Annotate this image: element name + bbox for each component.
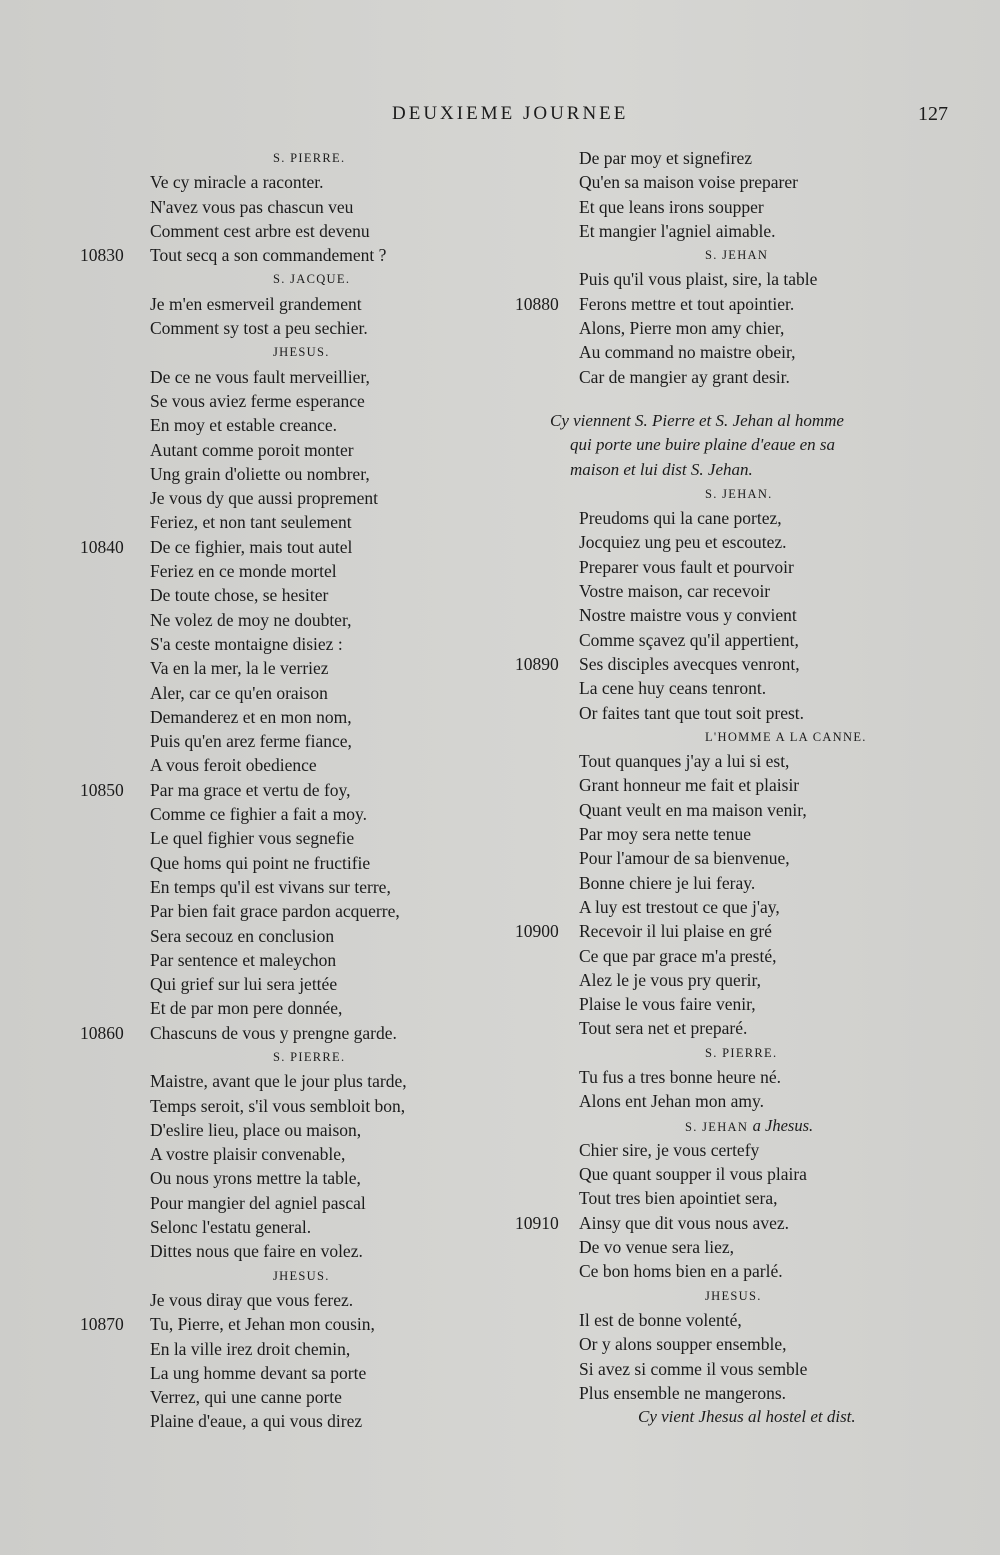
verse-line (515, 628, 935, 652)
verse-line (515, 219, 935, 243)
section-spacer (515, 389, 935, 409)
verse-text: Le quel fighier vous segnefie (150, 828, 355, 849)
verse-line (80, 170, 470, 194)
verse-text: Se vous aviez ferme esperance (150, 390, 365, 411)
verse-line (80, 1337, 470, 1361)
verse-text: Alons ent Jehan mon amy. (579, 1091, 765, 1112)
verse-line (515, 603, 935, 627)
speaker-heading (80, 1045, 470, 1069)
verse-text: D'eslire lieu, place ou maison, (150, 1119, 362, 1140)
verse-text: Il est de bonne volenté, (579, 1309, 742, 1330)
verse-text: Car de mangier ay grant desir. (579, 366, 790, 387)
verse-line (515, 267, 935, 291)
verse-line (80, 1385, 470, 1409)
verse-line (515, 1186, 935, 1210)
verse-line (515, 895, 935, 919)
speaker-name: S. PIERRE. (273, 1049, 346, 1064)
verse-text: De ce ne vous fault merveillier, (150, 366, 370, 387)
verse-text: Et que leans irons soupper (579, 196, 764, 217)
verse-line (80, 462, 470, 486)
verse-line (515, 968, 935, 992)
verse-text: Comment cest arbre est devenu (150, 220, 370, 241)
verse-text: Quant veult en ma maison venir, (579, 799, 807, 820)
page-header (0, 103, 1000, 129)
verse-line (80, 1312, 470, 1336)
verse-line (80, 365, 470, 389)
verse-text: Tout tres bien apointiet sera, (579, 1188, 778, 1209)
verse-line (80, 996, 470, 1020)
verse-text: Plaise le vous faire venir, (579, 994, 756, 1015)
verse-line (515, 1357, 935, 1381)
line-number: 10830 (80, 245, 124, 266)
stage-direction-line: qui porte une buire plaine d'eaue en sa (570, 435, 836, 455)
verse-line (80, 924, 470, 948)
verse-line (80, 413, 470, 437)
verse-line (80, 705, 470, 729)
verse-line (80, 1021, 470, 1045)
verse-line (80, 1094, 470, 1118)
verse-text: La ung homme devant sa porte (150, 1362, 367, 1383)
verse-text: A luy est trestout ce que j'ay, (579, 896, 780, 917)
verse-line (80, 753, 470, 777)
verse-text: Par bien fait grace pardon acquerre, (150, 901, 400, 922)
verse-line (515, 1308, 935, 1332)
verse-line (80, 1142, 470, 1166)
verse-text: Puis qu'en arez ferme fiance, (150, 731, 352, 752)
verse-line (80, 316, 470, 340)
verse-text: Par ma grace et vertu de foy, (150, 779, 351, 800)
right-column (515, 146, 935, 1429)
verse-text: Comme sçavez qu'il appertient, (579, 629, 799, 650)
verse-text: S'a ceste montaigne disiez : (150, 633, 343, 654)
verse-text: Autant comme poroit monter (150, 439, 354, 460)
verse-line (80, 486, 470, 510)
verse-text: Sera secouz en conclusion (150, 925, 335, 946)
verse-text: Feriez en ce monde mortel (150, 561, 337, 582)
line-number: 10910 (515, 1212, 559, 1233)
verse-line (80, 195, 470, 219)
speaker-heading (80, 267, 470, 291)
speaker-name: L'HOMME A LA CANNE. (705, 729, 867, 744)
verse-line (515, 919, 935, 943)
verse-line (515, 798, 935, 822)
verse-line (515, 1235, 935, 1259)
speaker-name: JHESUS. (273, 1268, 330, 1283)
verse-line (80, 535, 470, 559)
stage-direction-line: maison et lui dist S. Jehan. (570, 459, 753, 479)
verse-line (80, 972, 470, 996)
verse-line (80, 948, 470, 972)
verse-text: Ne volez de moy ne doubter, (150, 609, 352, 630)
verse-line (80, 656, 470, 680)
verse-text: Je vous diray que vous ferez. (150, 1289, 354, 1310)
verse-text: Tu, Pierre, et Jehan mon cousin, (150, 1314, 375, 1335)
verse-text: Pour l'amour de sa bienvenue, (579, 848, 790, 869)
verse-text: Qu'en sa maison voise preparer (579, 172, 798, 193)
line-number: 10840 (80, 536, 124, 557)
verse-line (515, 871, 935, 895)
verse-text: A vous feroit obedience (150, 755, 317, 776)
verse-text: Tout secq a son commandement ? (150, 245, 387, 266)
verse-text: Chier sire, je vous certefy (579, 1139, 760, 1160)
speaker-heading (515, 1284, 935, 1308)
verse-line (515, 846, 935, 870)
verse-text: Alons, Pierre mon amy chier, (579, 318, 785, 339)
verse-text: Aler, car ce qu'en oraison (150, 682, 328, 703)
verse-text: Grant honneur me fait et plaisir (579, 775, 800, 796)
speaker-name: S. JACQUE. (273, 272, 351, 287)
verse-text: Ferons mettre et tout apointier. (579, 293, 795, 314)
verse-line (515, 1332, 935, 1356)
verse-line (80, 1239, 470, 1263)
verse-text: Ce que par grace m'a presté, (579, 945, 777, 966)
verse-line (80, 559, 470, 583)
verse-text: Par moy sera nette tenue (579, 824, 752, 845)
verse-line (80, 1191, 470, 1215)
verse-text: Va en la mer, la le verriez (150, 658, 329, 679)
left-column (80, 146, 470, 1434)
verse-line (80, 1069, 470, 1093)
verse-text: Par sentence et maleychon (150, 949, 337, 970)
line-number: 10850 (80, 779, 124, 800)
verse-text: Or y alons soupper ensemble, (579, 1334, 787, 1355)
verse-line (515, 530, 935, 554)
speaker-heading (515, 1041, 935, 1065)
verse-text: Demanderez et en mon nom, (150, 706, 352, 727)
verse-line (515, 1138, 935, 1162)
verse-text: Que homs qui point ne fructifie (150, 852, 371, 873)
verse-line (80, 875, 470, 899)
verse-text: En temps qu'il est vivans sur terre, (150, 876, 391, 897)
verse-line (80, 389, 470, 413)
speaker-heading (515, 1114, 935, 1138)
speaker-name: S. JEHAN. (705, 486, 773, 501)
page-number: 127 (918, 103, 948, 125)
verse-text: Si avez si comme il vous semble (579, 1358, 808, 1379)
speaker-heading (515, 482, 935, 506)
verse-line (515, 316, 935, 340)
verse-line (80, 826, 470, 850)
verse-line (80, 632, 470, 656)
verse-text: Comment sy tost a peu sechier. (150, 318, 368, 339)
verse-text: Recevoir il lui plaise en gré (579, 921, 772, 942)
speaker-heading-content (685, 1114, 813, 1139)
speaker-name: S. PIERRE. (273, 151, 346, 165)
verse-text: Preudoms qui la cane portez, (579, 508, 782, 529)
verse-line (80, 583, 470, 607)
verse-line (80, 1409, 470, 1433)
verse-line (80, 1288, 470, 1312)
speaker-heading (80, 146, 470, 170)
verse-line (80, 510, 470, 534)
verse-text: Dittes nous que faire en volez. (150, 1241, 363, 1262)
verse-line (515, 506, 935, 530)
line-number: 10870 (80, 1314, 124, 1335)
verse-text: Tu fus a tres bonne heure né. (579, 1066, 782, 1087)
verse-text: Comme ce fighier a fait a moy. (150, 804, 368, 825)
line-number: 10880 (515, 293, 559, 314)
verse-text: Qui grief sur lui sera jettée (150, 974, 338, 995)
verse-text: Je m'en esmerveil grandement (150, 293, 362, 314)
verse-text: Chascuns de vous y prengne garde. (150, 1022, 397, 1043)
verse-line (515, 1211, 935, 1235)
verse-text: A vostre plaisir convenable, (150, 1144, 346, 1165)
speaker-heading (80, 340, 470, 364)
verse-text: Puis qu'il vous plaist, sire, la table (579, 269, 818, 290)
verse-text: Selonc l'estatu general. (150, 1217, 312, 1238)
verse-line (515, 1065, 935, 1089)
speaker-direction: a Jhesus. (752, 1115, 814, 1135)
stage-direction-line: Cy viennent S. Pierre et S. Jehan al homme (550, 410, 844, 430)
verse-text: En moy et estable creance. (150, 415, 338, 436)
verse-text: Plaine d'eaue, a qui vous direz (150, 1411, 363, 1432)
verse-text: Au command no maistre obeir, (579, 342, 796, 363)
verse-line (515, 1089, 935, 1113)
verse-line (515, 701, 935, 725)
verse-line (515, 146, 935, 170)
verse-text: Plus ensemble ne mangerons. (579, 1382, 787, 1403)
speaker-name: JHESUS. (705, 1288, 762, 1303)
verse-line (515, 749, 935, 773)
verse-line (80, 292, 470, 316)
verse-text: Maistre, avant que le jour plus tarde, (150, 1071, 407, 1092)
verse-line (515, 340, 935, 364)
verse-line (80, 729, 470, 753)
verse-text: Vostre maison, car recevoir (579, 581, 771, 602)
verse-text: Tout quanques j'ay a lui si est, (579, 751, 790, 772)
verse-text: La cene huy ceans tenront. (579, 678, 767, 699)
verse-text: Ve cy miracle a raconter. (150, 172, 324, 193)
verse-line (515, 822, 935, 846)
verse-line (80, 1166, 470, 1190)
verse-text: Feriez, et non tant seulement (150, 512, 352, 533)
verse-text: En la ville irez droit chemin, (150, 1338, 351, 1359)
verse-text: De vo venue sera liez, (579, 1237, 734, 1258)
verse-line (80, 243, 470, 267)
verse-text: Preparer vous fault et pourvoir (579, 556, 794, 577)
verse-text: N'avez vous pas chascun veu (150, 196, 354, 217)
verse-line (515, 676, 935, 700)
verse-text: Que quant soupper il vous plaira (579, 1164, 807, 1185)
verse-text: Ainsy que dit vous nous avez. (579, 1212, 789, 1233)
speaker-heading (80, 1264, 470, 1288)
verse-text: De par moy et signefirez (579, 148, 752, 168)
verse-line (515, 773, 935, 797)
verse-text: Temps seroit, s'il vous sembloit bon, (150, 1095, 406, 1116)
verse-text: Ung grain d'oliette ou nombrer, (150, 463, 370, 484)
verse-line (515, 1259, 935, 1283)
verse-text: De ce fighier, mais tout autel (150, 536, 353, 557)
verse-line (515, 1162, 935, 1186)
running-title: DEUXIEME JOURNEE (392, 103, 629, 124)
verse-line (515, 1381, 935, 1405)
verse-text: Alez le je vous pry querir, (579, 969, 762, 990)
verse-line (80, 438, 470, 462)
verse-line (515, 365, 935, 389)
verse-text: Jocquiez ung peu et escoutez. (579, 532, 787, 553)
verse-text: Nostre maistre vous y convient (579, 605, 797, 626)
speaker-name: S. JEHAN (705, 248, 769, 263)
verse-line (515, 944, 935, 968)
line-number: 10900 (515, 921, 559, 942)
verse-line (80, 802, 470, 826)
verse-line (515, 170, 935, 194)
verse-line (80, 851, 470, 875)
verse-text: Or faites tant que tout soit prest. (579, 702, 805, 723)
verse-text: De toute chose, se hesiter (150, 585, 329, 606)
verse-text: Pour mangier del agniel pascal (150, 1192, 366, 1213)
verse-text: Je vous dy que aussi proprement (150, 488, 378, 509)
verse-text: Ses disciples avecques venront, (579, 653, 800, 674)
speaker-name: JHESUS. (273, 345, 330, 360)
verse-line (80, 1215, 470, 1239)
speaker-heading (515, 725, 935, 749)
stage-direction-line: Cy vient Jhesus al hostel et dist. (638, 1407, 856, 1427)
verse-line (515, 579, 935, 603)
verse-text: Ce bon homs bien en a parlé. (579, 1261, 783, 1282)
verse-line (80, 899, 470, 923)
verse-text: Tout sera net et preparé. (579, 1018, 748, 1039)
verse-line (515, 292, 935, 316)
speaker-name: S. JEHAN (685, 1119, 749, 1134)
speaker-heading (515, 243, 935, 267)
verse-line (80, 681, 470, 705)
speaker-name: S. PIERRE. (705, 1045, 778, 1060)
verse-line (515, 555, 935, 579)
verse-text: Et de par mon pere donnée, (150, 998, 343, 1019)
line-number: 10890 (515, 653, 559, 674)
verse-text: Et mangier l'agniel aimable. (579, 220, 776, 241)
verse-line (515, 652, 935, 676)
verse-line (80, 1118, 470, 1142)
verse-text: Ou nous yrons mettre la table, (150, 1168, 361, 1189)
verse-line (80, 608, 470, 632)
verse-text: Verrez, qui une canne porte (150, 1387, 342, 1408)
line-number: 10860 (80, 1022, 124, 1043)
verse-line (515, 992, 935, 1016)
verse-line (80, 219, 470, 243)
verse-line (515, 195, 935, 219)
verse-text: Bonne chiere je lui feray. (579, 872, 756, 893)
verse-line (515, 1016, 935, 1040)
verse-line (80, 778, 470, 802)
verse-line (80, 1361, 470, 1385)
